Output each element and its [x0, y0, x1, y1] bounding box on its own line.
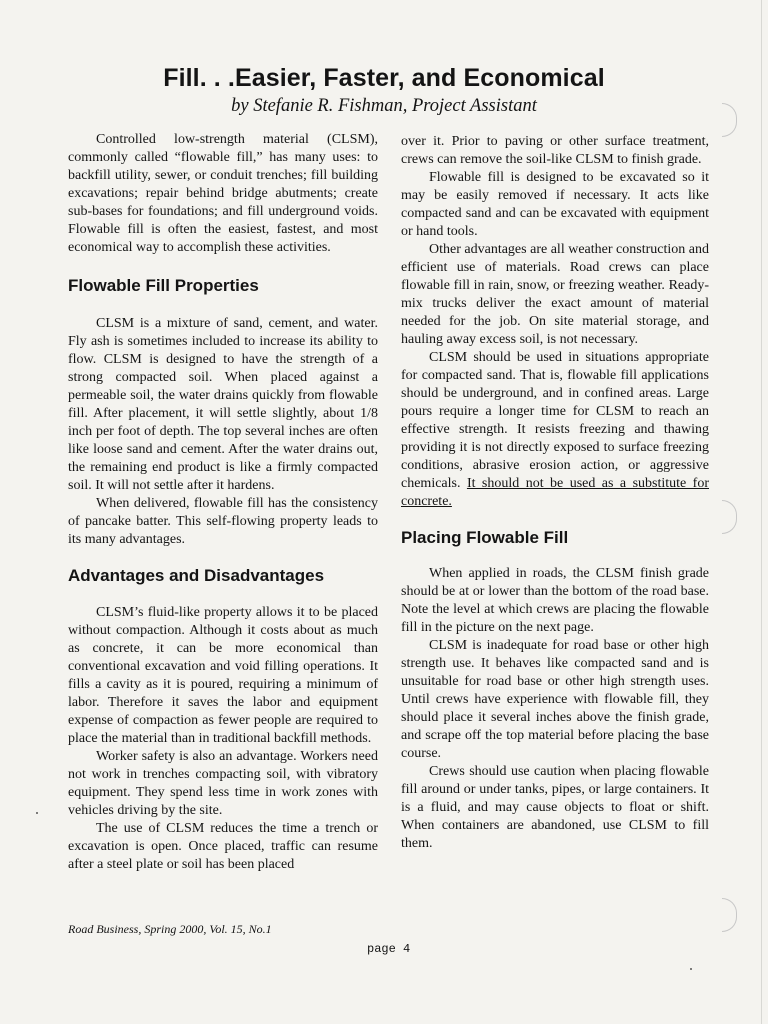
placing-paragraph-1: When applied in roads, the CLSM finish grade should be at or lower than the bottom of the road base. Note the level at which crews are placing the flowable fill in the picture on the next page. — [401, 566, 709, 635]
intro-paragraph: Controlled low-strength material (CLSM), commonly called “flowable fill,” has many uses: to backfill utility, sewer, or conduit trenches; fill building excavations; repair behind bridge abutments; create sub-bases for foundations; and fill underground voids. Flowable fill is often the easiest, fastest, and most economical way to accomplish these activities. — [68, 132, 378, 255]
scan-speck — [36, 812, 38, 814]
page-number: page 4 — [367, 942, 411, 956]
advantages-paragraph-2: Worker safety is also an advantage. Workers need not work in trenches compacting soil, with vibratory equipment. They spend less time in work zones with vehicles driving by the site. — [68, 749, 378, 818]
left-column — [68, 131, 378, 874]
other-advantages-paragraph: Other advantages are all weather construction and efficient use of materials. Road crews can place flowable fill in rain, snow, or freezing weather. Ready-mix trucks deliver the exact amount of material needed for the job. On site material storage, and hauling away excess soil, is not necessary. — [401, 242, 709, 347]
page-edge-shadow — [761, 0, 762, 1024]
binder-hole-icon — [722, 898, 737, 932]
situations-text: CLSM should be used in situations appropriate for compacted sand. That is, flowable fill applications should be underground, and in confined areas. Large pours require a longer time for CLSM to reach an effective strength. It resists freezing and thawing providing it is not directly exposed to surface freezing conditions, abrasive erosion action, or aggressive chemicals. — [401, 350, 709, 491]
situations-paragraph — [401, 349, 709, 511]
advantages-paragraph-1: CLSM’s fluid-like property allows it to be placed without compaction. Although it costs about as much as concrete, it can be more economical than conventional excavation and void filling operations. It fills a cavity as it is poured, requiring a minimum of labor. Therefore it saves the labor and equipment expense of compaction as fewer people are required to place the material than in traditional backfill methods. — [68, 605, 378, 746]
binder-hole-icon — [722, 500, 737, 534]
continued-paragraph: over it. Prior to paving or other surface treatment, crews can remove the soil-like CLSM to finish grade. — [401, 134, 709, 167]
placing-paragraph-2: CLSM is inadequate for road base or other high strength use. It behaves like compacted sand and is unsuitable for road base or other high strength uses. Until crews have experience with flowable fill, they should place it several inches above the finish grade, and scrape off the top material before placing the base course. — [401, 638, 709, 761]
properties-heading: Flowable Fill Properties — [68, 276, 259, 295]
concrete-warning: It should not be used as a substitute for concrete. — [401, 476, 710, 509]
excavate-paragraph: Flowable fill is designed to be excavated so it may be easily removed if necessary. It acts like compacted sand and can be excavated with equipment or hand tools. — [401, 170, 709, 239]
article-byline: by Stefanie R. Fishman, Project Assistant — [231, 96, 537, 116]
placing-paragraph-3: Crews should use caution when placing flowable fill around or under tanks, pipes, or large containers. It is a fluid, and may cause objects to float or shift. When containers are abandoned, use CLSM to fill them. — [401, 764, 709, 851]
advantages-heading: Advantages and Disadvantages — [68, 566, 325, 585]
article-title: Fill. . .Easier, Faster, and Economical — [163, 64, 605, 92]
properties-paragraph-2: When delivered, flowable fill has the consistency of pancake batter. This self-flowing property leads to its many advantages. — [68, 496, 378, 547]
properties-paragraph-1: CLSM is a mixture of sand, cement, and water. Fly ash is sometimes included to increase its ability to flow. CLSM is designed to have the strength of a strong compacted soil. When placed against a permeable soil, the water drains quickly from flowable fill. After placement, it will settle slightly, about 1/8 inch per foot of depth. The top several inches are often like loose sand and cement. After the water drains out, the remaining end product is like a firmly compacted soil. It will not settle after it hardens. — [68, 316, 378, 493]
advantages-paragraph-3: The use of CLSM reduces the time a trench or excavation is open. Once placed, traffic can resume after a steel plate or soil has been placed — [68, 821, 378, 872]
right-column — [401, 133, 709, 853]
placing-heading: Placing Flowable Fill — [401, 528, 569, 547]
citation-footer: Road Business, Spring 2000, Vol. 15, No.1 — [68, 922, 272, 936]
scan-speck — [690, 968, 692, 970]
